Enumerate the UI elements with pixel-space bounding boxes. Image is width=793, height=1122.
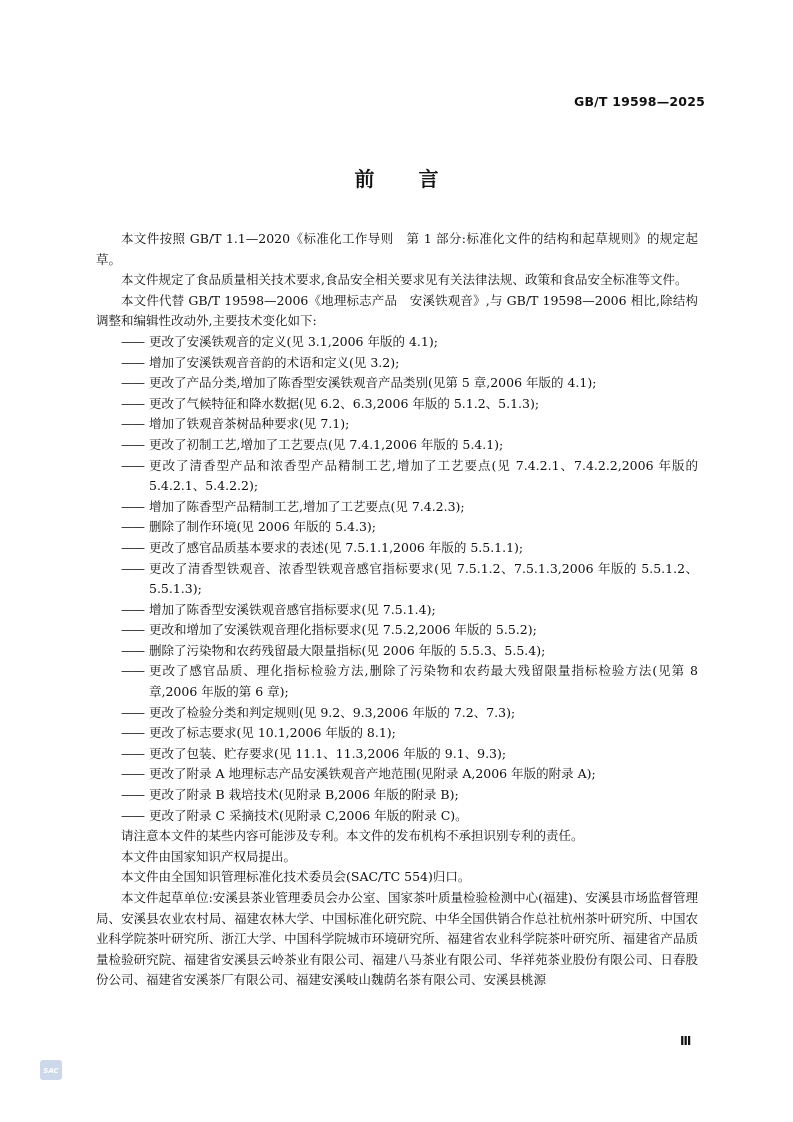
change-item (96, 497, 698, 518)
change-item (96, 353, 698, 374)
change-text: 更改了产品分类,增加了陈香型安溪铁观音产品类别(见第 5 章,2006 年版的 4.1); (149, 375, 597, 391)
change-item (96, 394, 698, 415)
dash-marker: —— (121, 787, 144, 803)
change-text: 更改了清香型产品和浓香型产品精制工艺,增加了工艺要点(见 7.4.2.1、7.4.2.2,2006 年版的 5.4.2.1、5.4.2.2); (149, 457, 698, 494)
dash-marker: —— (121, 745, 144, 761)
change-text: 更改了气候特征和降水数据(见 6.2、6.3,2006 年版的 5.1.2、5.1.3); (149, 395, 540, 411)
change-item (96, 785, 698, 806)
change-text: 更改了清香型铁观音、浓香型铁观音感官指标要求(见 7.5.1.2、7.5.1.3,2006 年版的 5.5.1.2、5.5.1.3); (149, 560, 698, 597)
change-text: 增加了陈香型产品精制工艺,增加了工艺要点(见 7.4.2.3); (149, 498, 465, 514)
change-item (96, 661, 698, 702)
intro-paragraph: 本文件规定了食品质量相关技术要求,食品安全相关要求见有关法律法规、政策和食品安全标准等文件。 (121, 272, 688, 288)
patent-notice: 请注意本文件的某些内容可能涉及专利。本文件的发布机构不承担识别专利的责任。 (121, 828, 584, 844)
change-text: 更改和增加了安溪铁观音理化指标要求(见 7.5.2,2006 年版的 5.5.2); (149, 622, 537, 638)
change-item (96, 435, 698, 456)
change-text: 更改了附录 B 栽培技术(见附录 B,2006 年版的附录 B); (149, 787, 459, 803)
intro-paragraph: 本文件按照 GB/T 1.1—2020《标准化工作导则 第 1 部分:标准化文件的结构和起草规则》的规定起草。 (96, 231, 698, 267)
dash-marker: —— (121, 375, 144, 391)
dash-marker: —— (121, 642, 144, 658)
standard-number: GB/T 19598—2025 (573, 94, 705, 109)
change-item (96, 641, 698, 662)
proposed-by: 本文件由国家知识产权局提出。 (121, 848, 297, 864)
change-item (96, 744, 698, 765)
change-item (96, 538, 698, 559)
change-item (96, 456, 698, 497)
dash-marker: —— (121, 333, 144, 349)
change-text: 更改了附录 A 地理标志产品安溪铁观音产地范围(见附录 A,2006 年版的附录 A); (149, 766, 596, 782)
dash-marker: —— (121, 560, 144, 576)
dash-marker: —— (121, 457, 144, 473)
dash-marker: —— (121, 622, 144, 638)
change-text: 更改了安溪铁观音的定义(见 3.1,2006 年版的 4.1); (149, 333, 438, 349)
dash-marker: —— (121, 498, 144, 514)
change-item (96, 332, 698, 353)
dash-marker: —— (121, 663, 144, 679)
change-text: 增加了铁观音茶树品种要求(见 7.1); (149, 416, 350, 432)
drafting-units: 本文件起草单位:安溪县茶业管理委员会办公室、国家茶叶质量检验检测中心(福建)、安溪县市场监督管理局、安溪县农业农村局、福建农林大学、中国标准化研究院、中华全国供销合作总社杭州茶叶研究所、中国农业科学院茶叶研究所、浙江大学、中国科学院城市环境研究所、福建省农业科学院茶叶研究所、福建省产品质量检验研究院、福建省安溪县云岭茶业有限公司、福建八马茶业有限公司、华祥苑茶业股份有限公司、日春股份公司、福建省安溪茶厂有限公司、福建安溪岐山魏荫名茶有限公司、安溪县桃源 (96, 890, 698, 988)
dash-marker: —— (121, 416, 144, 432)
change-text: 更改了初制工艺,增加了工艺要点(见 7.4.1,2006 年版的 5.4.1); (149, 436, 504, 452)
managed-by: 本文件由全国知识管理标准化技术委员会(SAC/TC 554)归口。 (121, 869, 471, 885)
change-text: 更改了标志要求(见 10.1,2006 年版的 8.1); (149, 725, 396, 741)
change-item (96, 723, 698, 744)
change-text: 增加了安溪铁观音音韵的术语和定义(见 3.2); (149, 354, 400, 370)
change-text: 更改了感官品质基本要求的表述(见 7.5.1.1,2006 年版的 5.5.1.1); (149, 539, 524, 555)
change-item (96, 373, 698, 394)
change-text: 更改了感官品质、理化指标检验方法,删除了污染物和农药最大残留限量指标检验方法(见第 8 章,2006 年版的第 6 章); (149, 663, 698, 700)
dash-marker: —— (121, 395, 144, 411)
change-text: 更改了附录 C 采摘技术(见附录 C,2006 年版的附录 C)。 (149, 807, 468, 823)
change-text: 更改了检验分类和判定规则(见 9.2、9.3,2006 年版的 7.2、7.3); (149, 704, 516, 720)
change-text: 删除了制作环境(见 2006 年版的 5.4.3); (149, 519, 377, 535)
change-item (96, 600, 698, 621)
preface-body (96, 229, 698, 991)
dash-marker: —— (121, 436, 144, 452)
dash-marker: —— (121, 725, 144, 741)
change-text: 删除了污染物和农药残留最大限量指标(见 2006 年版的 5.5.3、5.5.4); (149, 642, 546, 658)
dash-marker: —— (121, 807, 144, 823)
dash-marker: —— (121, 539, 144, 555)
change-item (96, 764, 698, 785)
page-number: Ⅲ (680, 1034, 692, 1048)
change-item (96, 620, 698, 641)
dash-marker: —— (121, 704, 144, 720)
intro-paragraph: 本文件代替 GB/T 19598—2006《地理标志产品 安溪铁观音》,与 GB/T 19598—2006 相比,除结构调整和编辑性改动外,主要技术变化如下: (96, 292, 698, 329)
change-item (96, 517, 698, 538)
page-title: 前言 (354, 167, 483, 191)
dash-marker: —— (121, 519, 144, 535)
change-item (96, 806, 698, 827)
change-item (96, 559, 698, 600)
change-item (96, 414, 698, 435)
dash-marker: —— (121, 766, 144, 782)
dash-marker: —— (121, 601, 144, 617)
change-item (96, 703, 698, 724)
sac-logo-icon (40, 1060, 62, 1080)
dash-marker: —— (121, 354, 144, 370)
change-text: 更改了包装、贮存要求(见 11.1、11.3,2006 年版的 9.1、9.3); (149, 745, 507, 761)
change-text: 增加了陈香型安溪铁观音感官指标要求(见 7.5.1.4); (149, 601, 436, 617)
svg-text:SAC: SAC (43, 1067, 59, 1075)
